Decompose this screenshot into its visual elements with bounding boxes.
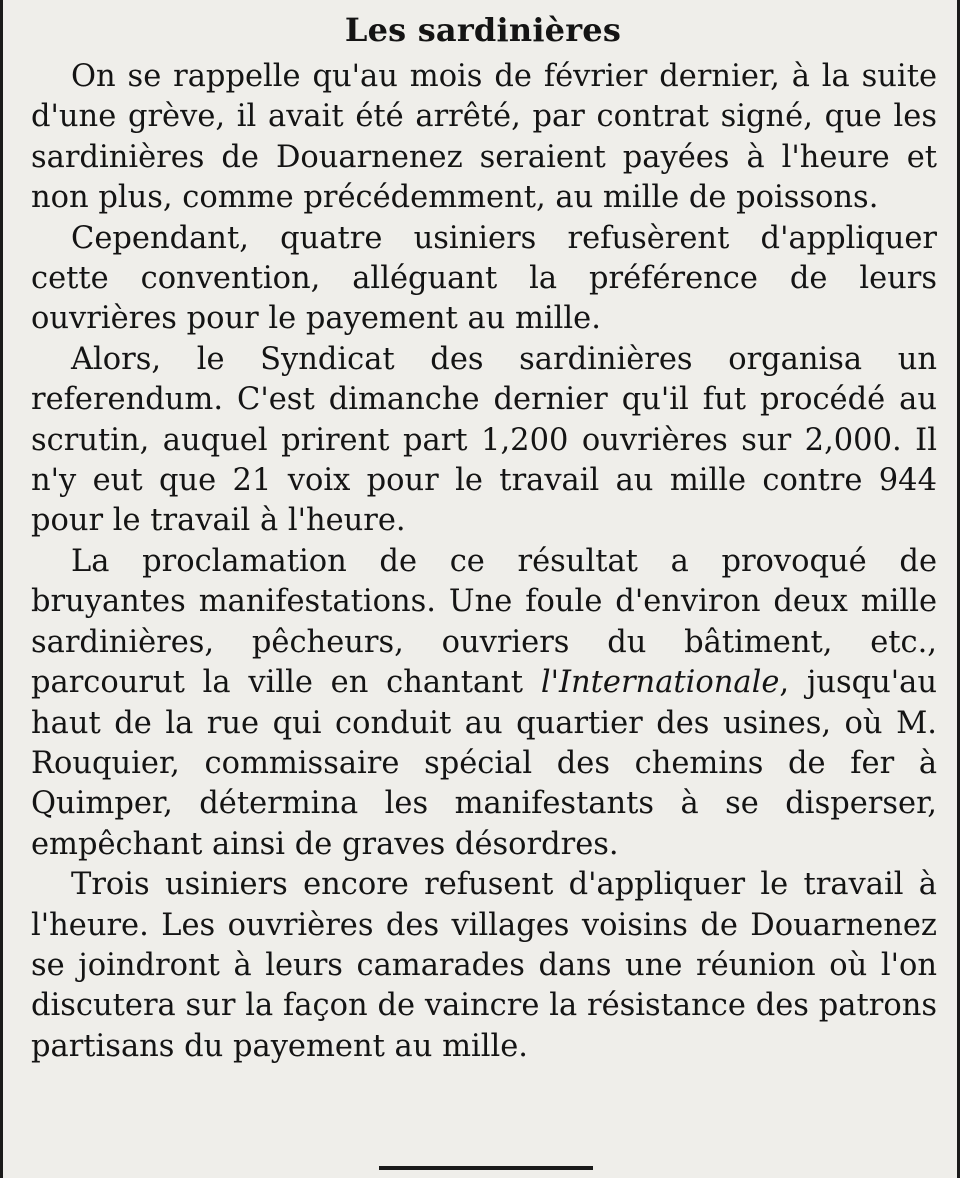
paragraph-text: Trois usiniers encore refusent d'appliquer le travail à l'heure. Les ouvrières des villages voisins de Douarnenez se joindront à leurs camarades dans une réunion où l'on discutera sur la façon de vaincre la résistance des patrons partisans du payement au mille. [31, 867, 937, 1064]
paragraph-text: Cependant, quatre usiniers refusèrent d'appliquer cette convention, alléguant la préférence de leurs ouvrières pour le payement au mille. [31, 220, 937, 337]
paragraph-4 [31, 542, 937, 865]
paragraph-text: On se rappelle qu'au mois de février dernier, à la suite d'une grève, il avait été arrêté, par contrat signé, que les sardinières de Douarnenez seraient payées à l'heure et non plus, comme précédemment, au mille de poissons. [31, 59, 937, 216]
article-title: Les sardinières [344, 11, 622, 49]
paragraph-text: Alors, le Syndicat des sardinières organisa un referendum. C'est dimanche dernier qu'il fut procédé au scrutin, auquel prirent part 1,200 ouvrières sur 2,000. Il n'y eut que 21 voix pour le travail au mille contre 944 pour le travail à l'heure. [31, 341, 937, 539]
italic-song-title: l'Internationale [540, 665, 780, 701]
paragraph-text: , jusqu'au haut de la rue qui conduit au quartier des usines, où M. Rouquier, commissaire spécial des chemins de fer à Quimper, détermina les manifestants à se disperser, empêchant ainsi de graves désordres. [31, 665, 937, 862]
paragraph-2 [31, 219, 937, 340]
paragraph-1 [31, 57, 937, 219]
paragraph-5 [31, 865, 937, 1067]
paragraph-3 [31, 340, 937, 542]
article-body [31, 57, 937, 1067]
end-rule-divider [379, 1166, 593, 1170]
paragraph-text: La proclamation de ce résultat a provoqué de bruyantes manifestations. Une foule d'environ deux mille sardinières, pêcheurs, ouvriers du bâtiment, etc., parcourut la ville en chantant [31, 543, 937, 701]
